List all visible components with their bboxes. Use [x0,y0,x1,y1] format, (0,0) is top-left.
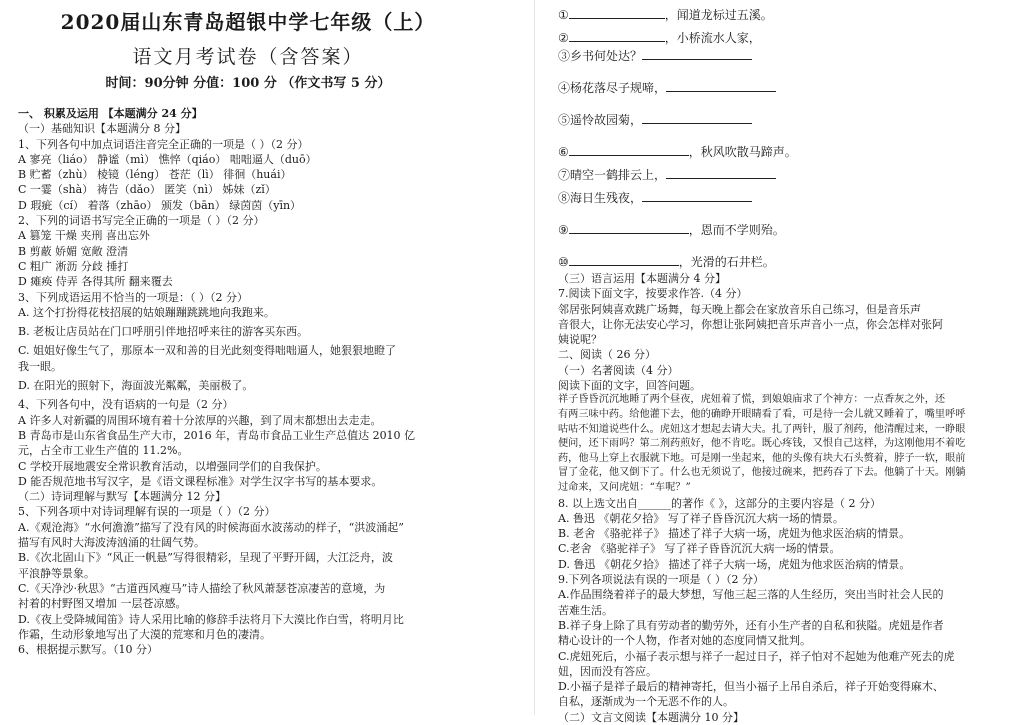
text-line: （三）语言运用【本题满分 4 分】 [558,272,726,285]
fill-in-item [558,111,1010,129]
text-line: D. 鲁迅 《朝花夕拾》 描述了祥子大病一场，虎妞为他求医治病的情景。 [558,557,911,571]
fill-in-item [558,79,1010,97]
left-column [18,0,508,715]
text-line: 作霜，生动形象地写出了大漠的荒寒和月色的凄清。 [18,627,271,641]
text-line: C 一霎（shà） 祷告（dǎo） 匿笑（nì） 姊妹（zǐ） [18,183,276,197]
text-line: （二）文言文阅读【本题满分 10 分】 [558,710,744,724]
exam-meta: 时间：90分钟 分值：100 分 （作文书写 5 分） [105,76,391,91]
text-line: （一）基础知识【本题满分 8 分】 [18,122,186,136]
exam-subtitle: 语文月考试卷（含答案） [132,46,364,68]
answer-blank[interactable] [642,112,752,124]
text-line: 衬着的村野图又增加 一层苍凉感。 [18,597,187,611]
exam-title: 2020届山东青岛超银中学七年级（上） [60,10,436,34]
fill-in-prompt: ④杨花落尽子规啼， [558,81,667,95]
fill-in-prompt: ⑨ [558,223,569,237]
right-column [558,0,1010,724]
text-line: 5、下列各项中对诗词理解有误的一项是（ ）（2 分） [18,505,276,519]
text-line: 元，占全市工业生产值的 11.2%。 [18,444,189,458]
text-line: 二、阅读（ 26 分） [558,348,656,362]
text-line: 苦难生活。 [558,603,613,617]
text-line: 1、下列各句中加点词语注音完全正确的一项是（ ）（2 分） [18,137,309,151]
text-line: 2、下列的词语书写完全正确的一项是（ ）（2 分） [18,214,265,228]
text-line: 阅读下面的文字，回答问题。 [558,379,701,393]
text-line: D. 在阳光的照射下，海面波光粼粼，美丽极了。 [18,379,254,393]
fill-in-item [558,29,1010,47]
text-line: C.虎妞死后，小福子表示想与祥子一起过日子，祥子怕对不起她为他难产死去的虎 [558,649,955,663]
text-line: D 能否规范地书写汉字，是《语文课程标准》对学生汉字书写的基本要求。 [18,474,383,488]
answer-blank[interactable] [569,144,689,156]
fill-in-prompt: ② [558,31,569,45]
fill-in-item [558,166,1010,184]
text-line: D.小福子是祥子最后的精神寄托，但当小福子上吊自杀后，祥子开始变得麻木、 [558,680,944,694]
fill-in-item [558,47,1010,65]
fill-in-item [558,253,1010,271]
text-line: （一）名著阅读（4 分） [558,363,679,377]
fill-in-prompt: ⑥ [558,145,569,159]
text-line: C 学校开展地震安全常识教育活动，以增强同学们的自我保护。 [18,459,327,473]
fill-in-item [558,189,1010,207]
text-line: B 青岛市是山东省食品生产大市，2016 年，青岛市食品工业生产总值达 2010 亿 [18,428,416,442]
answer-blank[interactable] [569,30,665,42]
text-line: C.老舍 《骆驼祥子》 写了祥子昏昏沉沉大病一场的情景。 [558,542,841,556]
text-line: B.《次北固山下》“风正一帆悬”写得很精彩，呈现了平野开阔，大江泛舟，波 [18,551,393,565]
answer-blank[interactable] [666,167,776,179]
fill-in-suffix: ，秋风吹散马蹄声。 [688,145,797,159]
text-line: 便问，还下雨吗？第二剂药煎好，他不肯吃。既心疼钱，又恨自己这样，为这刚他用不着吃 [558,438,966,450]
fill-in-prompt: ⑦晴空一鹤排云上， [558,168,667,182]
text-line: 7.阅读下面文字，按要求作答.（4 分） [558,287,748,301]
fill-in-suffix: ，光滑的石井栏。 [678,255,775,269]
column-divider [534,0,535,715]
fill-in-suffix: ，闻道龙标过五溪。 [664,8,773,22]
right-column-text [558,6,1010,725]
text-line: A.《观沧海》“水何澹澹”描写了没有风的时候海面水波荡动的样子，“洪波涌起” [18,520,404,534]
fill-in-suffix: ，恩而不学则殆。 [688,223,785,237]
text-line: B. 老板让店员站在门口呼朋引伴地招呼来往的游客买东西。 [18,325,309,339]
text-line: D.《夜上受降城闻笛》诗人采用比喻的修辞手法将月下大漠比作白雪，将明月比 [18,612,404,626]
text-line: 冒了金花，他又倒下了。什么也无须说了，他接过碗来，把药吞了下去。他躺了十天。刚躺 [558,467,966,479]
text-line: 精心设计的一个人物，作者对她的态度同情又批判。 [558,634,811,648]
text-line: 邻居张阿姨喜欢跳广场舞，每天晚上都会在家放音乐自己练习，但是音乐声 [558,302,921,316]
text-line: 祥子昏昏沉沉地睡了两个昼夜，虎妞着了慌，到娘娘庙求了个神方：一点香灰之外，还 [558,394,946,406]
text-line: B 剪蔽 娇媚 宽敞 澄清 [18,244,129,258]
fill-in-prompt: ⑩ [558,255,569,269]
text-line: A.作品围绕着祥子的最大梦想，写他三起三落的人生经历，突出当时社会人民的 [558,588,944,602]
text-line: B 贮蓄（zhù） 棱镜（léng） 苍茫（lì） 徘徊（huái） [18,168,292,182]
text-line: A. 这个打扮得花枝招展的姑娘蹦蹦跳跳地向我跑来。 [18,305,275,319]
text-line: 一、 积累及运用 【本题满分 24 分】 [18,107,203,120]
text-line: 咕咕不知道说些什么。虎妞这才想起去请大夫。扎了两针，服了剂药，他清醒过来，一睁眼 [558,423,966,435]
text-line: 药，他马上穿上衣服就下地。可是刚一坐起来，他的头像有块大石头赘着，脖子一软，眼前 [558,452,966,464]
text-line: 9.下列各项说法有误的一项是（ ）（2 分） [558,573,764,587]
text-line: C. 姐姐好像生气了，那原本一双和善的目光此刻变得咄咄逼人，她狠狠地瞪了 [18,344,397,358]
answer-blank[interactable] [642,48,752,60]
answer-blank[interactable] [569,254,679,266]
text-line: D 瑕疵（cí） 着落（zhāo） 颁发（bān） 绿茵茵（yīn） [18,198,302,212]
fill-in-item [558,221,1010,239]
text-line: B.祥子身上除了具有劳动者的勤劳外，还有小生产者的自私和狭隘。虎妞是作者 [558,618,944,632]
text-line: A 寥亮（liáo） 静谧（mì） 憔悴（qiáo） 咄咄逼人（duō） [18,152,317,166]
fill-in-prompt: ⑧海日生残夜， [558,191,643,205]
text-line: B. 老舍 《骆驼祥子》 描述了祥子大病一场，虎妞为他求医治病的情景。 [558,527,911,541]
text-line: 描写有风时大海波涛汹涌的壮阔气势。 [18,536,205,550]
text-line: A 篡笼 干燥 夹刑 喜出忘外 [18,229,150,243]
text-line: 4、下列各句中，没有语病的一句是（2 分） [18,398,234,412]
text-line: 3、下列成语运用不恰当的一项是：（ ）（2 分） [18,290,248,304]
text-line: C 粗广 淅沥 分歧 捶打 [18,259,129,273]
text-line: C.《天净沙·秋思》“古道西风瘦马”诗人描绘了秋风萧瑟苍凉凄苦的意境，为 [18,581,386,595]
text-line: 自私，逐渐成为一个无恶不作的人。 [558,695,734,709]
fill-in-prompt: ⑤遥怜故园菊， [558,113,643,127]
text-line: 平浪静等景象。 [18,566,95,580]
fill-in-item [558,6,1010,24]
text-line: 6、根据提示默写。（10 分） [18,643,158,657]
text-line: 过命来，又问虎妞：“车呢？” [558,481,691,493]
fill-in-suffix: ，小桥流水人家， [664,31,761,45]
recitation-fill-list [558,6,1010,271]
text-line: 8. 以上选文出自______的著作《 》，这部分的主要内容是（ 2 分） [558,496,881,510]
fill-in-prompt: ① [558,8,569,22]
answer-blank[interactable] [666,80,776,92]
text-line: D 瘫痪 侍弄 各得其所 翻来覆去 [18,275,173,289]
fill-in-prompt: ③乡书何处达？ [558,49,643,63]
right-question-lines [558,271,1010,725]
text-line: （二）诗词理解与默写【本题满分 12 分】 [18,490,226,504]
text-line: 音很大，让你无法安心学习，你想让张阿姨把音乐声音小一点，你会怎样对张阿 [558,317,943,331]
text-line: A. 鲁迅 《朝花夕拾》 写了祥子昏昏沉沉大病一场的情景。 [558,511,844,525]
text-line: 姨说呢？ [558,333,602,347]
answer-blank[interactable] [569,222,689,234]
answer-blank[interactable] [642,190,752,202]
text-line: 妞，因而没有答应。 [558,664,657,678]
text-line: A 许多人对新疆的周围环境有着十分浓厚的兴趣，到了周末都想出去走走。 [18,413,382,427]
answer-blank[interactable] [569,7,665,19]
left-column-text [18,106,508,657]
fill-in-item [558,143,1010,161]
text-line: 有两三味中药。给他灌下去，他的确睁开眼睛看了看，可是待一会儿就又睡着了，嘴里呼呼 [558,408,966,420]
text-line: 我一眼。 [18,359,62,373]
